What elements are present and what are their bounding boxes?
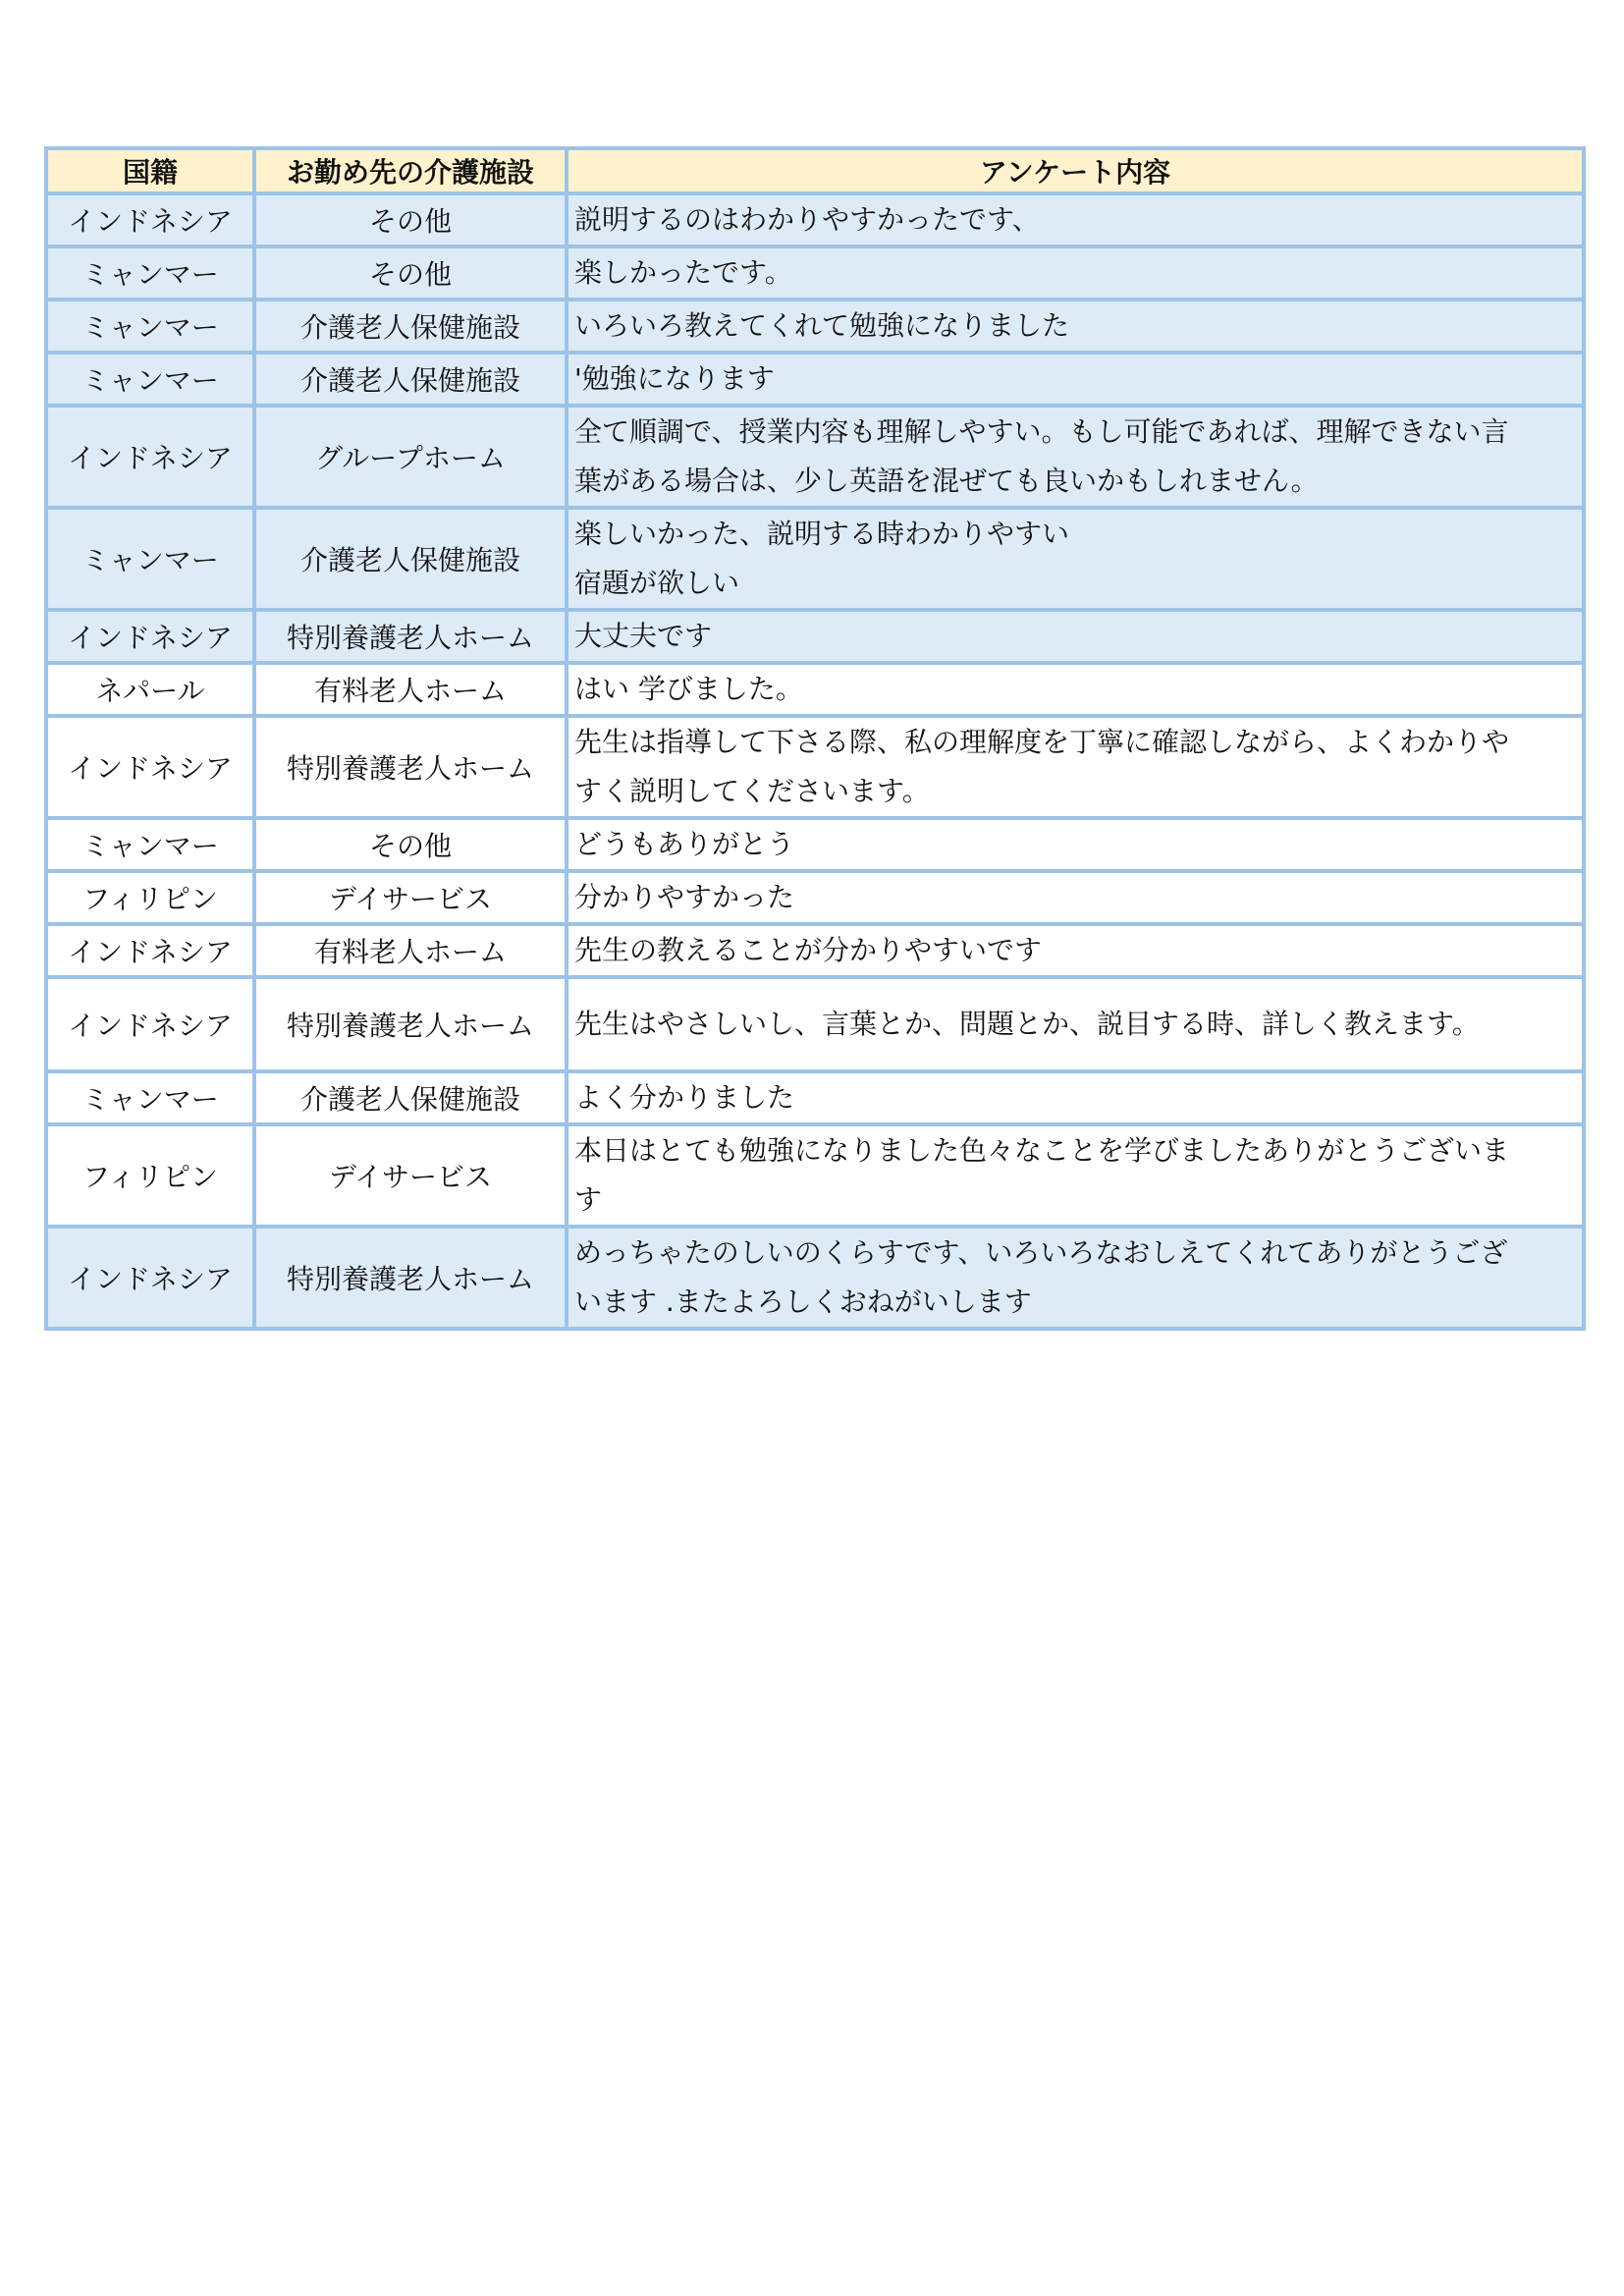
response-cell <box>567 818 1584 871</box>
nationality-cell: ミャンマー <box>46 1071 254 1124</box>
facility-cell: 特別養護老人ホーム <box>254 1227 567 1329</box>
nationality-cell: インドネシア <box>46 924 254 977</box>
survey-table <box>44 146 1586 1331</box>
response-cell <box>567 1227 1584 1329</box>
response-cell <box>567 193 1584 246</box>
response-line: 全て順調で、授業内容も理解しやすい。もし可能であれば、理解できない言 <box>574 415 1509 448</box>
header-nationality: 国籍 <box>46 148 254 193</box>
table-row <box>46 300 1584 353</box>
response-line: 本日はとても勉強になりました色々なことを学びましたありがとうございま <box>574 1134 1510 1167</box>
table-row <box>46 1071 1584 1124</box>
response-cell <box>567 406 1584 508</box>
nationality-cell: インドネシア <box>46 716 254 818</box>
response-cell <box>567 610 1584 663</box>
response-cell <box>567 1071 1584 1124</box>
response-line: 説明するのはわかりやすかったです、 <box>574 203 1040 236</box>
response-cell <box>567 508 1584 610</box>
response-cell <box>567 663 1584 716</box>
table-row <box>46 1124 1584 1227</box>
response-cell <box>567 246 1584 300</box>
response-line: よく分かりました <box>574 1081 795 1114</box>
facility-cell: 特別養護老人ホーム <box>254 716 567 818</box>
response-line: 大丈夫です <box>574 620 713 652</box>
response-cell <box>567 300 1584 353</box>
facility-cell: 有料老人ホーム <box>254 663 567 716</box>
facility-cell: 特別養護老人ホーム <box>254 610 567 663</box>
table-row <box>46 924 1584 977</box>
response-cell <box>567 716 1584 818</box>
table-row <box>46 716 1584 818</box>
nationality-cell: インドネシア <box>46 1227 254 1329</box>
table-row <box>46 871 1584 924</box>
facility-cell: 介護老人保健施設 <box>254 353 567 406</box>
table-row <box>46 610 1584 663</box>
facility-cell: デイサービス <box>254 871 567 924</box>
response-line: 分かりやすかった <box>574 881 795 913</box>
nationality-cell: フィリピン <box>46 871 254 924</box>
response-line: はい 学びました。 <box>574 673 803 705</box>
nationality-cell: ミャンマー <box>46 508 254 610</box>
nationality-cell: ミャンマー <box>46 353 254 406</box>
response-line: す <box>574 1183 603 1216</box>
table-row <box>46 663 1584 716</box>
facility-cell: 介護老人保健施設 <box>254 300 567 353</box>
nationality-cell: フィリピン <box>46 1124 254 1227</box>
response-line: 宿題が欲しい <box>574 567 740 599</box>
nationality-cell: インドネシア <box>46 406 254 508</box>
response-line: いろいろ教えてくれて勉強になりました <box>574 309 1070 342</box>
response-line: います .またよろしくおねがいします <box>574 1285 1032 1318</box>
nationality-cell: インドネシア <box>46 193 254 246</box>
response-cell <box>567 1124 1584 1227</box>
response-line: めっちゃたのしいのくらすです、いろいろなおしえてくれてありがとうござ <box>574 1236 1508 1269</box>
table-row <box>46 1227 1584 1329</box>
nationality-cell: ミャンマー <box>46 300 254 353</box>
response-cell <box>567 353 1584 406</box>
nationality-cell: ネパール <box>46 663 254 716</box>
facility-cell: その他 <box>254 193 567 246</box>
table-row <box>46 246 1584 300</box>
survey-sheet <box>44 146 1582 1331</box>
response-cell <box>567 924 1584 977</box>
response-cell <box>567 871 1584 924</box>
nationality-cell: ミャンマー <box>46 818 254 871</box>
facility-cell: デイサービス <box>254 1124 567 1227</box>
response-cell <box>567 977 1584 1071</box>
table-row <box>46 353 1584 406</box>
table-row <box>46 508 1584 610</box>
facility-cell: その他 <box>254 246 567 300</box>
facility-cell: 有料老人ホーム <box>254 924 567 977</box>
response-line: '勉強になります <box>574 362 775 395</box>
response-line: 先生は指導して下さる際、私の理解度を丁寧に確認しながら、よくわかりや <box>574 726 1510 758</box>
facility-cell: その他 <box>254 818 567 871</box>
response-line: 楽しいかった、説明する時わかりやすい <box>574 518 1070 550</box>
header-row <box>46 148 1584 193</box>
facility-cell: 特別養護老人ホーム <box>254 977 567 1071</box>
response-line: どうもありがとう <box>574 828 795 860</box>
table-row <box>46 977 1584 1071</box>
table-row <box>46 193 1584 246</box>
table-row <box>46 818 1584 871</box>
survey-body <box>46 193 1584 1329</box>
nationality-cell: インドネシア <box>46 977 254 1071</box>
header-facility: お勤め先の介護施設 <box>254 148 567 193</box>
facility-cell: 介護老人保健施設 <box>254 1071 567 1124</box>
table-row <box>46 406 1584 508</box>
nationality-cell: ミャンマー <box>46 246 254 300</box>
response-line: 葉がある場合は、少し英語を混ぜても良いかもしれません。 <box>574 465 1319 497</box>
response-line: 先生はやさしいし、言葉とか、問題とか、説目する時、詳しく教えます。 <box>574 1008 1480 1040</box>
response-line: 先生の教えることが分かりやすいです <box>574 934 1043 966</box>
facility-cell: 介護老人保健施設 <box>254 508 567 610</box>
response-line: 楽しかったです。 <box>574 256 792 289</box>
nationality-cell: インドネシア <box>46 610 254 663</box>
header-response: アンケート内容 <box>567 148 1584 193</box>
response-line: すく説明してくださいます。 <box>574 775 930 807</box>
facility-cell: グループホーム <box>254 406 567 508</box>
